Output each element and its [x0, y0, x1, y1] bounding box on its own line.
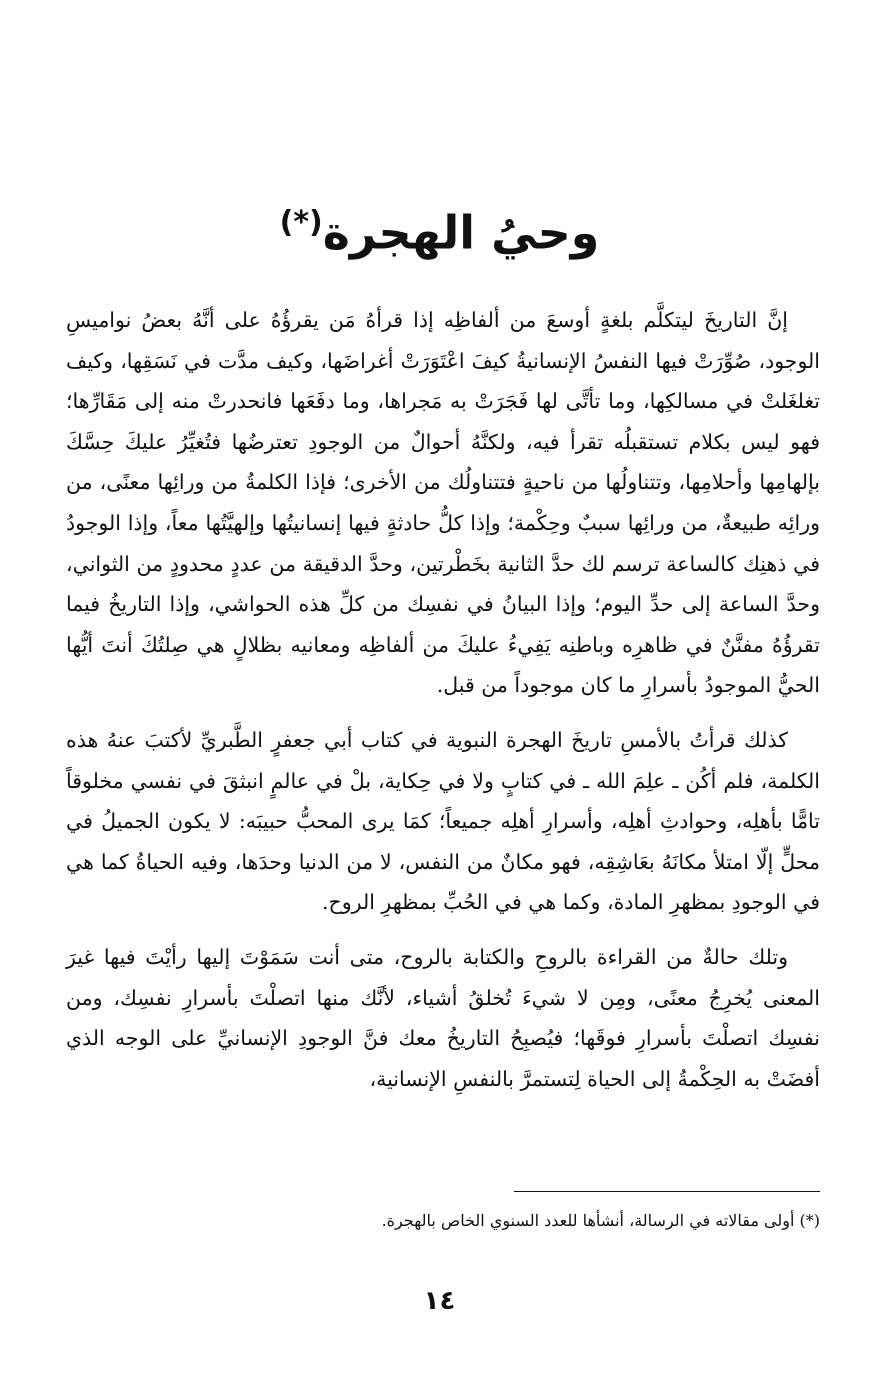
paragraph-2: كذلك قرأتُ بالأمسِ تاريخَ الهجرة النبوية في كتاب أبي جعفرٍ الطَّبريِّ لأكتبَ عنهُ هذه الكلمة، فلم أكُن ـ علِمَ الله ـ في كتابٍ ولا في حِكاية، بلْ في عالمٍ انبثقَ في نفسي مخلوقاً تامًّا بأهلِه، وحوادثِ أهلِه، وأسرارِ أهلِه جميعاً؛ كمَا يرى المحبُّ حبيبَه: لا يكون الجميلُ في محلٍّ إلّا امتلأ مكانَهُ بعَاشِقِه، فهو مكانٌ من النفس، لا من الدنيا وحدَها، وفيه الحياةُ كما هي في الوجودِ بمظهرِ المادة، وكما هي في الحُبِّ بمظهرِ الروح.: [66, 727, 820, 915]
footnote: (*) أولى مقالاته في الرسالة، أنشأها للعدد السنوي الخاص بالهجرة.: [381, 1211, 820, 1230]
footnote-divider: [514, 1191, 820, 1192]
page-title: [0, 188, 879, 267]
title-text: وحيُ الهجرة: [322, 205, 600, 260]
paragraph-3: وتلك حالةٌ من القراءة بالروحِ والكتابة بالروح، متى أنت سَمَوْتَ إليها رأيْتَ فيها غيرَ المعنى يُخرِجُ معنًى، ومِن لا شيءَ تُخلقُ أشياء، لأنَّك منها اتصلْتَ بأسرارِ نفسِك، ومن نفسِك اتصلْتَ بأسرارِ فوقَها؛ فيُصبِحُ التاريخُ معك فنَّ الوجودِ الإنسانيِّ على الوجه الذي أفضَتْ به الحِكْمةُ إلى الحياة لِتستمرَّ بالنفسِ الإنسانية،: [66, 944, 820, 1091]
title-footnote-mark: (*): [279, 205, 323, 240]
paragraph-1: إنَّ التاريخَ ليتكلَّم بلغةٍ أوسعَ من ألفاظِه إذا قرأهُ مَن يقرؤُهُ على أنَّهُ بعضُ نواميسِ الوجود، صُوِّرَتْ فيها النفسُ الإنسانيةُ كيفَ اعْتَوَرَتْ أغراضَها، وكيف مدَّت في نَسَقِها، وكيف تغلغَلتْ في مسالكِها، وما تأتَّى لها فَجَرَتْ به مَجراها، وما دفَعَها فانحدرتْ منه إلى مَقَارِّها؛ فهو ليس بكلام تستقبلُه تقرأ فيه، ولكنَّهُ أحوالٌ من الوجودِ تعترضُها فتُغيِّرُ عليكَ حِسَّكَ بإلهامِها وأحلامِها، وتتناولُها من ناحيةٍ فتتناولُك من الأخرى؛ فإذا الكلمةُ من ورائِها معنًى، من ورائِه طبيعةٌ، من ورائِها سببٌ وحِكْمة؛ وإذا كلُّ حادثةٍ فيها إنسانيتُها وإلهيَّتُها معاً، وإذا الوجودُ في ذهنِك كالساعة ترسم لك حدَّ الثانية بخَطْرتين، وحدَّ الدقيقة من عددٍ محدودٍ من الثواني، وحدَّ الساعة إلى حدِّ اليوم؛ وإذا البيانُ في نفسِك من كلِّ هذه الحواشي، وإذا التاريخُ فيما تقرؤُهُ مفنَّنٌ في ظاهرِه وباطنِه يَفِيءُ عليكَ من ألفاظِه ومعانيه بظلالٍ هي صِلتُكَ أنتَ أيُّها الحيُّ الموجودُ بأسرارِ ما كان موجوداً من قبل.: [66, 308, 820, 698]
page-number: ١٤: [423, 1286, 456, 1316]
body-text: [66, 300, 820, 1113]
